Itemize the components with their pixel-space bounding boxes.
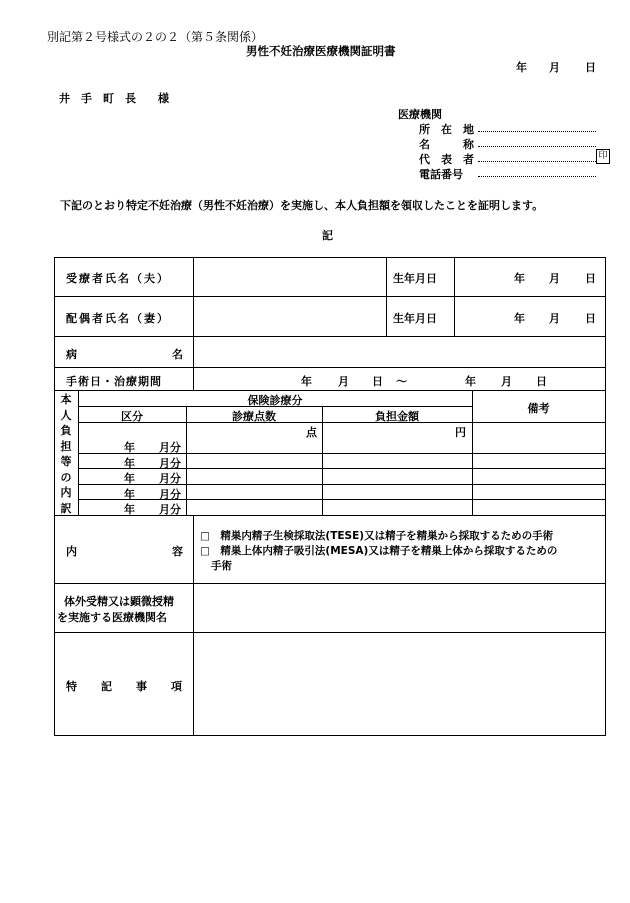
form-number: 別記第２号様式の２の２（第５条関係） [47,30,264,44]
row4-year: 年 [124,488,135,501]
spouse-name-field[interactable] [196,298,384,334]
row3-year: 年 [124,472,135,485]
ivf-institution-field[interactable] [196,585,602,630]
special-char: 事 [136,680,147,693]
period-end-day: 日 [536,375,547,388]
breakdown-char: の [60,470,72,484]
row5-year: 年 [124,503,135,516]
special-char: 記 [101,680,112,693]
disease-field[interactable] [196,338,602,366]
content-label-right: 容 [172,545,183,558]
period-separator: 〜 [396,375,407,388]
row3-month: 月分 [159,472,181,485]
issue-date-year: 年 [516,61,527,74]
name-label: 名 称 [419,138,474,151]
ivf-institution-label-line2: を実施する医療機関名 [57,611,167,624]
spouse-birth-year: 年 [514,312,525,325]
row2-month: 月分 [159,457,181,470]
period-end-year: 年 [465,375,476,388]
issue-date-month: 月 [549,61,560,74]
row1-year: 年 [124,441,135,454]
patient-name-field[interactable] [196,259,384,295]
breakdown-char: 担 [60,439,72,453]
addressee: 井 手 町 長 様 [59,92,169,105]
breakdown-char: 負 [60,424,72,437]
insurance-header: 保険診療分 [247,394,303,407]
patient-birthdate-label: 生年月日 [393,272,437,285]
points-header: 診療点数 [232,410,276,423]
option-mesa-continuation: 手術 [211,560,232,572]
period-start-day: 日 [372,375,383,388]
row1-month: 月分 [159,441,181,454]
points-unit: 点 [306,426,317,439]
period-start-year: 年 [301,375,312,388]
seal-mark: 印 [596,149,610,164]
breakdown-char: 本 [60,393,72,406]
row5-month: 月分 [159,503,181,516]
patient-birth-month: 月 [549,272,560,285]
issue-date-day: 日 [585,61,596,74]
amount-unit: 円 [455,426,466,439]
institution-label: 医療機関 [398,108,442,121]
phone-label: 電話番号 [419,168,463,181]
ki-label: 記 [322,229,333,242]
disease-label-right: 名 [172,348,183,361]
document-title: 男性不妊治療医療機関証明書 [246,44,396,58]
address-field[interactable] [478,131,596,132]
patient-birth-day: 日 [585,272,596,285]
content-label-left: 内 [66,545,77,558]
special-char: 項 [171,680,182,693]
option-tese-checkbox[interactable]: □ 精巣内精子生検採取法(TESE)又は精子を精巣から採取するための手術 [200,530,554,542]
special-char: 特 [66,680,77,693]
spouse-birthdate-label: 生年月日 [393,312,437,325]
amount-header: 負担金額 [375,410,419,423]
category-header: 区分 [121,410,143,423]
breakdown-char: 人 [60,408,72,422]
address-label: 所 在 地 [419,123,474,136]
period-end-month: 月 [501,375,512,388]
phone-field[interactable] [478,176,596,177]
row4-month: 月分 [159,488,181,501]
disease-label-left: 病 [66,348,77,361]
special-notes-field[interactable] [196,634,602,733]
representative-field[interactable] [478,161,596,162]
breakdown-char: 等 [60,455,72,468]
name-field[interactable] [478,146,596,147]
spouse-name-label: 配偶者氏名（妻） [66,312,170,325]
period-start-month: 月 [338,375,349,388]
spouse-birth-day: 日 [585,312,596,325]
breakdown-char: 内 [60,486,72,499]
row2-year: 年 [124,457,135,470]
option-mesa-checkbox[interactable]: □ 精巣上体内精子吸引法(MESA)又は精子を精巣上体から採取するための [200,545,558,557]
remarks-header: 備考 [527,402,550,415]
spouse-birth-month: 月 [549,312,560,325]
patient-name-label: 受療者氏名（夫） [66,272,170,285]
ivf-institution-label-line1: 体外受精又は顕微授精 [64,595,174,608]
breakdown-char: 訳 [60,501,72,515]
certification-statement: 下記のとおり特定不妊治療（男性不妊治療）を実施し、本人負担額を領収したことを証明します。 [60,199,544,212]
representative-label: 代 表 者 [419,153,474,166]
treatment-period-label: 手術日・治療期間 [66,375,162,388]
special-notes-label [66,678,182,694]
patient-birth-year: 年 [514,272,525,285]
